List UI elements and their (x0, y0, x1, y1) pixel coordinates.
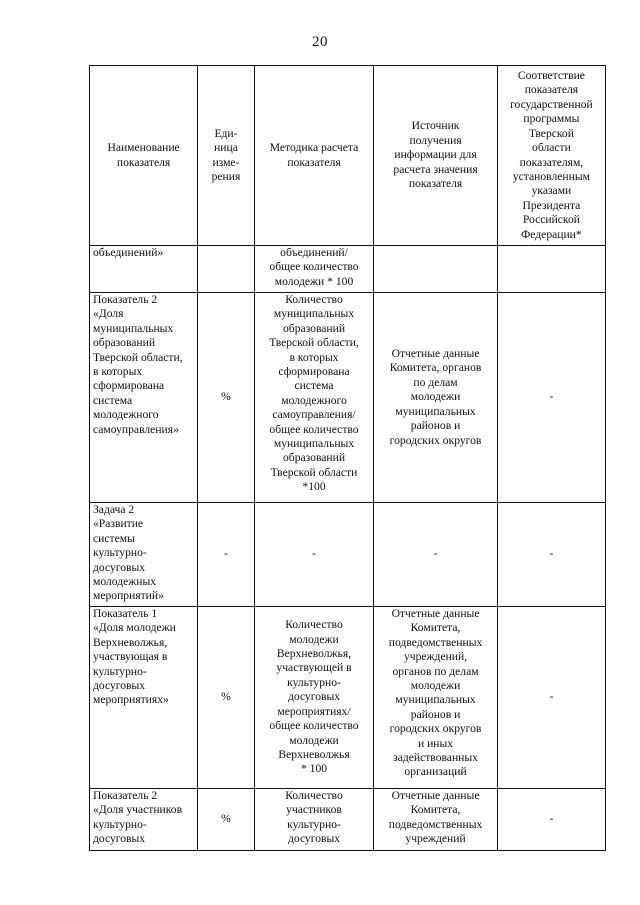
header-method: Методика расчета показателя (254, 66, 373, 246)
table-row (90, 789, 606, 851)
row-name: Показатель 2 «Доля муниципальных образований Тверской области, в которых сформирована система молодежного самоуправления» (90, 293, 198, 503)
indicators-table (89, 65, 606, 851)
row-unit: % (198, 789, 255, 851)
row-name: Показатель 1 «Доля молодежи Верхневолжья, участвующая в культурно- досуговых мероприятиях» (90, 607, 198, 789)
table-header-row (90, 66, 606, 246)
row-correspondence: - (497, 607, 605, 789)
row-correspondence: - (497, 503, 605, 607)
row-unit (198, 246, 255, 293)
row-unit: - (198, 503, 255, 607)
row-name: Показатель 2 «Доля участников культурно- досуговых (90, 789, 198, 851)
row-method: Количество муниципальных образований Тверской области, в которых сформирована система молодежного самоуправления/ общее количество муниципальных образований Тверской области *100 (254, 293, 373, 503)
page-number: 20 (312, 34, 328, 50)
row-unit: % (198, 607, 255, 789)
header-unit: Еди- ница изме- рения (198, 66, 255, 246)
header-source: Источник получения информации для расчета значения показателя (374, 66, 498, 246)
row-unit: % (198, 293, 255, 503)
row-method: - (254, 503, 373, 607)
row-source (374, 246, 498, 293)
row-correspondence: - (497, 293, 605, 503)
row-name: Задача 2 «Развитие системы культурно- досуговых молодежных мероприятий» (90, 503, 198, 607)
row-correspondence: - (497, 789, 605, 851)
row-source: Отчетные данные Комитета, органов по делам молодежи муниципальных районов и городских округов (374, 293, 498, 503)
table-row (90, 503, 606, 607)
table-row (90, 293, 606, 503)
row-source: - (374, 503, 498, 607)
row-correspondence (497, 246, 605, 293)
row-source: Отчетные данные Комитета, подведомственных учреждений (374, 789, 498, 851)
row-method: объединений/ общее количество молодежи * 100 (254, 246, 373, 293)
table-row (90, 246, 606, 293)
row-method: Количество молодежи Верхневолжья, участвующей в культурно- досуговых мероприятиях/ общее количество молодежи Верхневолжья * 100 (254, 607, 373, 789)
table-row (90, 607, 606, 789)
row-name: объединений» (90, 246, 198, 293)
header-correspondence: Соответствие показателя государственной программы Тверской области показателям, установленным указами Президента Российской Федерации* (497, 66, 605, 246)
header-name: Наименование показателя (90, 66, 198, 246)
row-source: Отчетные данные Комитета, подведомственных учреждений, органов по делам молодежи муниципальных районов и городских округов и иных задействованных организаций (374, 607, 498, 789)
row-method: Количество участников культурно- досуговых (254, 789, 373, 851)
